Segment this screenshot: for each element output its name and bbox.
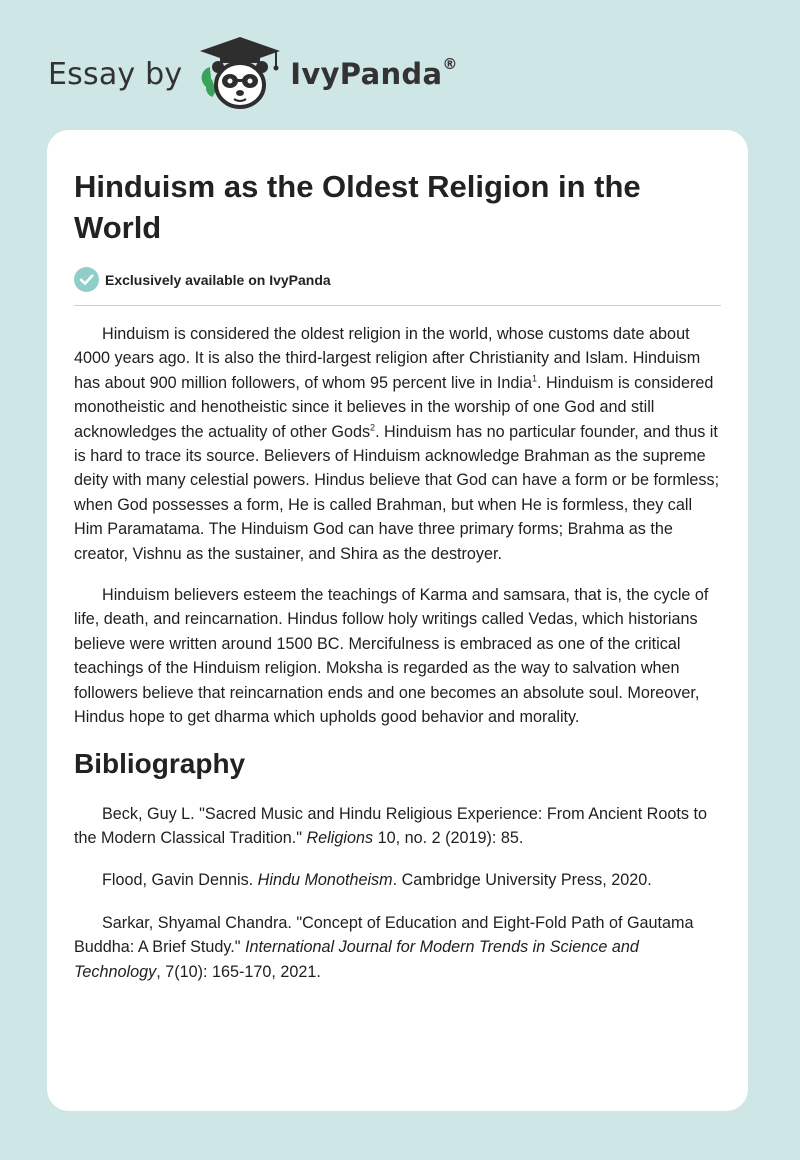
footnote-ref[interactable]: 2 <box>370 422 376 433</box>
body-paragraph: Hinduism is considered the oldest religion in the world, whose customs date about 4000 years ago. It is also the third-largest religion after Christianity and Islam. Hinduism has about 900 million followers, of whom 95 percent live in India$^1$. Hinduism is considered monotheistic and henotheistic since it believes in the worship of one God and still acknowledges the actuality of other Gods$^2$. Hinduism has no particular founder, and thus it is hard to trace its source. Believers of Hinduism acknowledge Brahman as the supreme deity with many celestial powers. Hindus believe that God can have a form or be formless; when God possesses a form, He is called Brahman, but when He is formless, they call Him Paramatama. The Hinduism God can have three primary forms; Brahma as the creator, Vishnu as the sustainer, and Shira as the destroyer. <box>74 325 720 563</box>
registered-mark: ® <box>442 55 458 73</box>
site-header <box>48 34 458 114</box>
essay-title: Hinduism as the Oldest Religion in the World <box>74 169 641 245</box>
body-paragraph: Hinduism believers esteem the teachings of Karma and samsara, that is, the cycle of life, death, and reincarnation. Hindus follow holy writings called Vedas, which historians believe were written around 1500 BC. Mercifulness is embraced as one of the critical teachings of the Hinduism religion. Moksha is regarded as the way to salvation when followers believe that reincarnation ends and one becomes an absolute soul. Moreover, Hindus hope to get dharma which upholds good behavior and morality. <box>74 586 709 727</box>
exclusive-badge-text: Exclusively available on IvyPanda <box>105 271 331 288</box>
exclusive-badge <box>74 267 721 292</box>
bibliography-entry: Sarkar, Shyamal Chandra. "Concept of Education and Eight-Fold Path of Gautama Buddha: A Brief Study." International Journal for Modern Trends in Science and Technology, 7(10): 165-170, 2021. <box>74 913 694 981</box>
bibliography-entry: Flood, Gavin Dennis. Hindu Monotheism. Cambridge University Press, 2020. <box>102 871 652 890</box>
bibliography-entry: Beck, Guy L. "Sacred Music and Hindu Religious Experience: From Ancient Roots to the Modern Classical Tradition." Religions 10, no. 2 (2019): 85. <box>74 804 707 847</box>
divider <box>74 305 721 306</box>
check-circle-icon <box>74 267 99 292</box>
essay-card <box>47 130 748 1111</box>
panda-logo-icon[interactable] <box>196 35 284 113</box>
essay-by-label: Essay by <box>48 56 183 92</box>
footnote-ref[interactable]: 1 <box>532 373 538 384</box>
brand-name[interactable]: IvyPanda® <box>290 55 458 91</box>
bibliography-heading: Bibliography <box>74 747 246 779</box>
